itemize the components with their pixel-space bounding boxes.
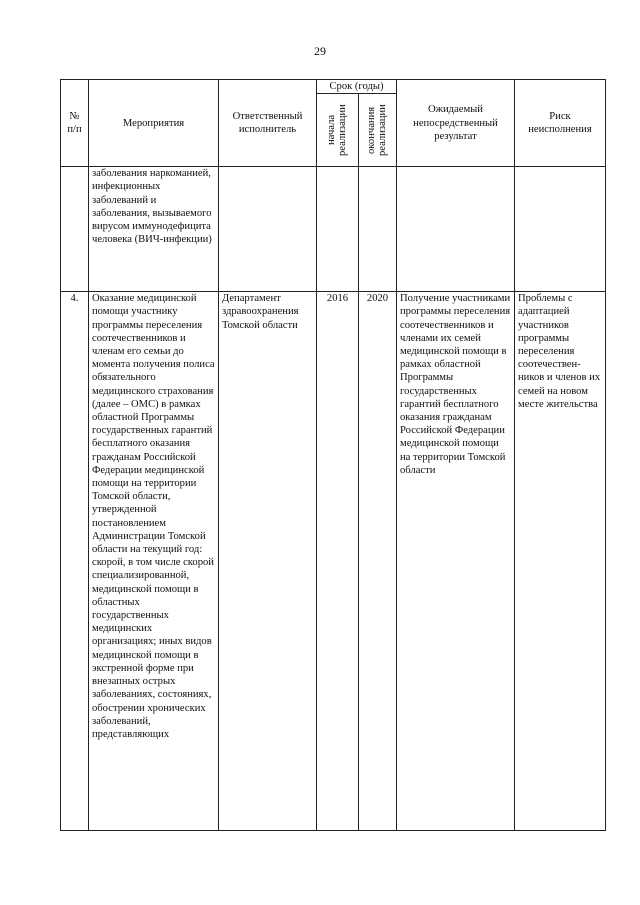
header-end-text: окончания реализации [365, 104, 388, 157]
cell-result: Получение участниками программы переселения соотечественников и членами их семей медицинской помощи в рамках областной Программы государственных гарантий бесплатного оказания гражданам Российской Федерации медицинской помощи на территории Томской области [397, 292, 515, 831]
cell-start [317, 167, 359, 292]
cell-responsible: Департамент здравоохранения Томской области [219, 292, 317, 831]
cell-end: 2020 [359, 292, 397, 831]
header-risk: Риск неисполнения [515, 80, 606, 167]
cell-risk: Проблемы с адаптацией участников программы переселения соотечествен-ников и членов их семей на новом месте жительства [515, 292, 606, 831]
table-row [61, 167, 606, 292]
cell-result [397, 167, 515, 292]
header-period: Срок (годы) [317, 80, 397, 94]
header-end [359, 94, 397, 167]
cell-num: 4. [61, 292, 89, 831]
activities-table [60, 79, 606, 831]
header-num: № п/п [61, 80, 89, 167]
cell-activity: Оказание медицинской помощи участнику программы переселения соотечественников и членам его семьи до момента получения полиса обязательного медицинского страхования (далее – ОМС) в рамках областной Программы государственных гарантий бесплатного оказания гражданам Российской Федерации медицинской помощи на территории Томской области, утвержденной постановлением Администрации Томской области на текущий год: скорой, в том числе скорой специализированной, медицинской помощи в областных государственных медицинских организациях; иных видов медицинской помощи в экстренной форме при внезапных острых заболеваниях, состояниях, обострении хронических заболеваний, представляющих [89, 292, 219, 831]
cell-risk [515, 167, 606, 292]
header-start [317, 94, 359, 167]
cell-start: 2016 [317, 292, 359, 831]
header-responsible: Ответственный исполнитель [219, 80, 317, 167]
cell-end [359, 167, 397, 292]
cell-responsible [219, 167, 317, 292]
header-result: Ожидаемый непосредственный результат [397, 80, 515, 167]
cell-num [61, 167, 89, 292]
header-row [61, 80, 606, 94]
page-number: 29 [314, 44, 326, 58]
cell-activity: заболевания наркоманией, инфекционных заболеваний и заболевания, вызываемого вирусом иммунодефицита человека (ВИЧ-инфекции) [89, 167, 219, 292]
table-row [61, 292, 606, 831]
header-start-text: начала реализации [325, 104, 348, 157]
header-activity: Мероприятия [89, 80, 219, 167]
